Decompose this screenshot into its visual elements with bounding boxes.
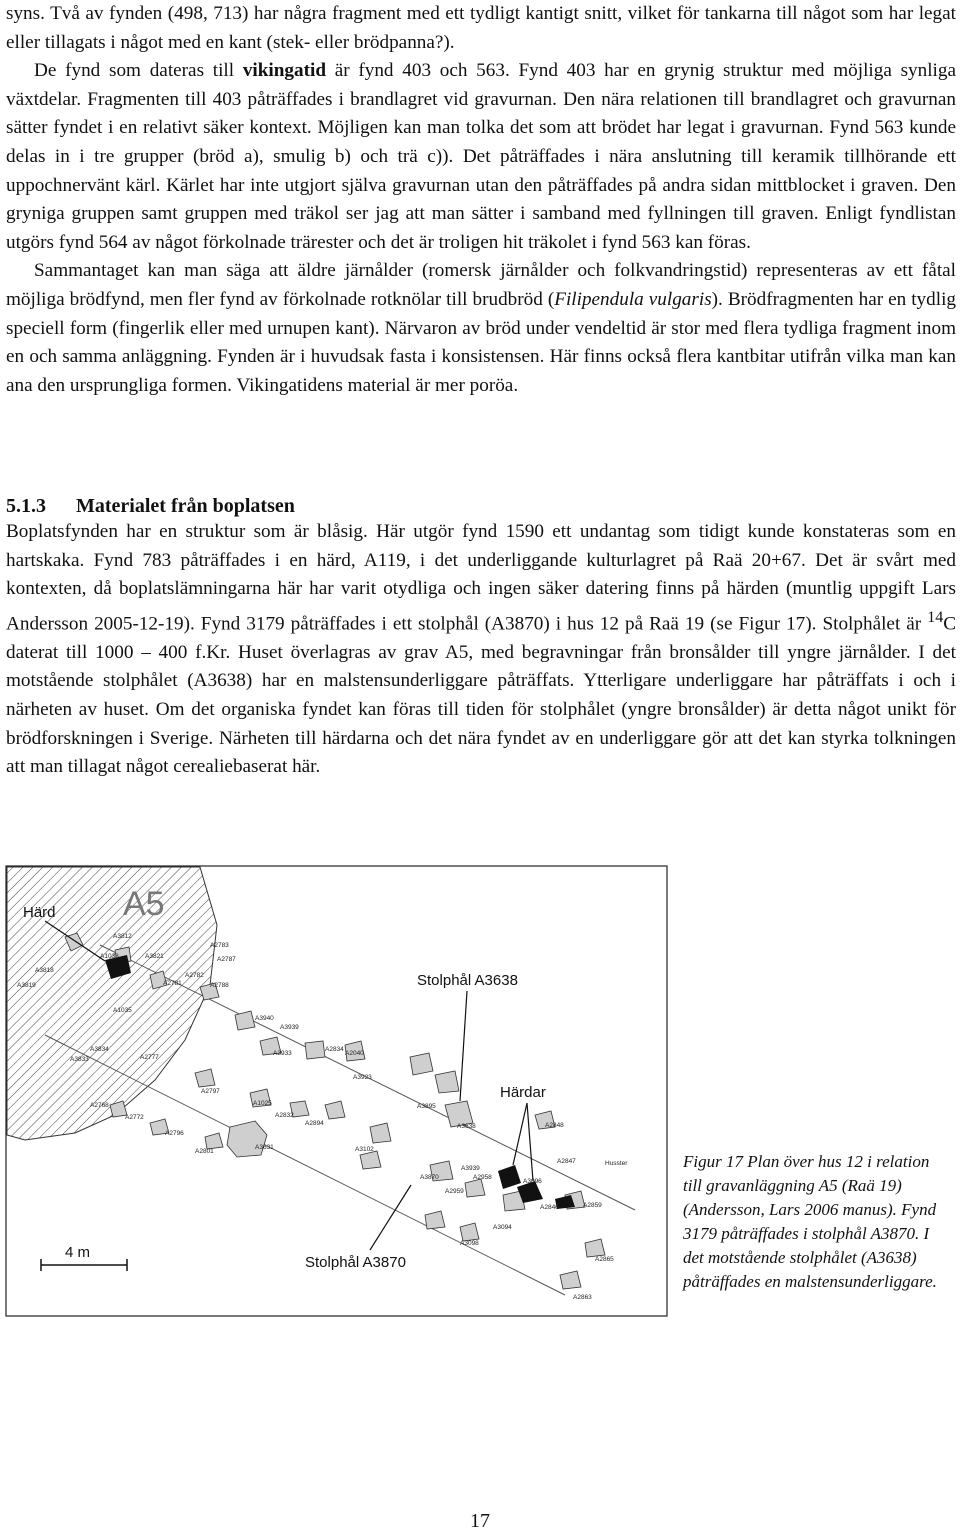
feature-label: A3821 — [145, 953, 164, 960]
feature-label: A2781 — [163, 980, 182, 987]
section-heading — [6, 492, 946, 520]
feature-label: A2797 — [201, 1088, 220, 1095]
grave-label: A5 — [123, 885, 165, 923]
feature-label: A2894 — [305, 1120, 324, 1127]
paragraph-4: Boplatsfynden har en struktur som är blåsig. Här utgör fynd 1590 ett undantag som tidigt kunde konstateras som en hartskaka. Fynd 783 påträffades i en härd, A119, i det underliggande kulturlagret på Raä 20+67. Det är svårt med kontexten, då boplatslämningarna här har varit otydliga och ingen säker datering finns på härden (muntlig uppgift Lars Andersson 2005-12-19). Fynd 3179 påträffades i ett stolphål (A3870) i hus 12 på Raä 19 (se Figur 17). Stolphålet är $^{14}$C daterat till 1000 – 400 f.Kr. Huset överlagras av grav A5, med begravningar från bronsålder till yngre järnålder. I det motstående stolphålet (A3638) har en malstensunderliggare påträffats. Ytterligare underliggare har påträffats i och i närheten av huset. Om det organiska fyndet kan föras till tiden för stolphålet (yngre bronsålder) är detta något unikt för brödforskningen i Sverige. Närheten till härdarna och det nära fyndet av en underliggare gör att det kan styrka tolkningen att man tillagat något cerealiebaserat här. — [6, 521, 956, 778]
feature-label: A2801 — [195, 1148, 214, 1155]
feature-label: A3834 — [90, 1046, 109, 1053]
feature-label: A3870 — [420, 1174, 439, 1181]
feature-label: A2788 — [210, 982, 229, 989]
label-hardar: Härdar — [500, 1084, 546, 1101]
feature-label: A3638 — [457, 1123, 476, 1130]
feature-label: A3939 — [280, 1024, 299, 1031]
feature-label: A3940 — [255, 1015, 274, 1022]
posthole — [305, 1041, 325, 1059]
label-stolphal-a3638: Stolphål A3638 — [417, 972, 518, 989]
body-text-top — [6, 0, 956, 400]
feature-label: A2846 — [540, 1204, 559, 1211]
feature-label: A1038 — [100, 953, 119, 960]
feature-label: A3939 — [461, 1165, 480, 1172]
site-plan-figure — [5, 865, 668, 1317]
feature-label: A1025 — [253, 1100, 272, 1107]
feature-label: A3098 — [460, 1240, 479, 1247]
label-stolphal-a3870: Stolphål A3870 — [305, 1254, 406, 1271]
feature-label: A3812 — [113, 933, 132, 940]
feature-label: A2796 — [165, 1130, 184, 1137]
paragraph-3: Sammantaget kan man säga att äldre järnålder (romersk järnålder och folkvandringstid) representeras av ett fåtal möjliga brödfynd, men fler fynd av förkolnade rotknölar till brudbröd (Filipendula vulgaris). Brödfragmenten har en tydlig speciell form (fingerlik eller med urnupen kant). Närvaron av bröd under vendeltid är stor med flera tydliga fragment inom en och samma anläggning. Fynden är i huvudsak fasta i konsistensen. Här finns också flera kantbitar utifrån vilka man kan ana den ursprungliga formen. Vikingatidens material är mer poröa. — [6, 260, 956, 396]
feature-label: A3096 — [523, 1178, 542, 1185]
section-title: Materialet från boplatsen — [76, 495, 295, 517]
paragraph-1: syns. Två av fynden (498, 713) har några fragment med ett tydligt kantigt snitt, vilket för tankarna till något som har legat eller tillagats i något med en kant (stek- eller brödpanna?). — [6, 3, 956, 53]
feature-label: A3933 — [273, 1050, 292, 1057]
feature-label: A2777 — [140, 1054, 159, 1061]
feature-label: A2783 — [210, 942, 229, 949]
feature-label: A3833 — [70, 1056, 89, 1063]
figure-caption: Figur 17 Plan över hus 12 i relation till gravanläggning A5 (Raä 19) (Andersson, Lars 2006 manus). Fynd 3179 påträffades i stolphål A3870. I det motstående stolphålet (A3638) påträffades en malstensunderliggare. — [683, 1152, 937, 1291]
scale-label: 4 m — [65, 1244, 91, 1261]
posthole — [435, 1071, 459, 1093]
body-text-bottom — [6, 518, 956, 782]
feature-label: A2848 — [545, 1122, 564, 1129]
paragraph-2: De fynd som dateras till vikingatid är fynd 403 och 563. Fynd 403 har en grynig struktur med möjliga synliga växtdelar. Fragmenten till 403 påträffades i brandlagret vid gravurnan. Den nära relationen till brandlagret och gravurnan sätter fyndet i en relativt säker kontext. Möjligen kan man tolka det som att brödet har legat i gravurnan. Fynd 563 kunde delas in i tre grupper (bröd a), smulig b) och trä c)). Det påträffades i nära anslutning till keramik tillhörande ett uppochnervänt kärl. Kärlet har inte utgjort själva gravurnan utan den påträffades på andra sidan mittblocket i graven. Den gryniga gruppen samt gruppen med träkol ser jag att man sätter i samband med fyllningen till graven. Enligt fyndlistan utgörs fynd 564 av något förkolnade trärester och det är troligen hit träkolet i fynd 563 kan föras. — [6, 60, 956, 253]
feature-label: A2865 — [595, 1256, 614, 1263]
feature-label: A3895 — [417, 1103, 436, 1110]
posthole — [410, 1053, 433, 1075]
page-number: 17 — [470, 1510, 490, 1532]
feature-label: A3818 — [35, 967, 54, 974]
feature-label: A1035 — [113, 1007, 132, 1014]
feature-label: A2859 — [583, 1202, 602, 1209]
section-number: 5.1.3 — [6, 495, 46, 517]
feature-label: A2768 — [90, 1102, 109, 1109]
label-hard: Härd — [23, 904, 56, 921]
feature-label: A2834 — [325, 1046, 344, 1053]
feature-label: A3094 — [493, 1224, 512, 1231]
feature-label: A2040 — [345, 1050, 364, 1057]
feature-label: A3631 — [255, 1144, 274, 1151]
legend-husster: Husster — [605, 1160, 628, 1167]
posthole — [370, 1123, 391, 1143]
feature-label: A2847 — [557, 1158, 576, 1165]
feature-label: A3102 — [355, 1146, 374, 1153]
feature-label: A2959 — [445, 1188, 464, 1195]
feature-label: A2772 — [125, 1114, 144, 1121]
feature-label: A2782 — [185, 972, 204, 979]
feature-label: A3819 — [17, 982, 36, 989]
feature-label: A3923 — [353, 1074, 372, 1081]
feature-label: A2863 — [573, 1294, 592, 1301]
feature-label: A2787 — [217, 956, 236, 963]
site-plan-map — [5, 865, 668, 1317]
feature-label: A2958 — [473, 1174, 492, 1181]
posthole — [235, 1011, 255, 1030]
feature-label: A2832 — [275, 1112, 294, 1119]
